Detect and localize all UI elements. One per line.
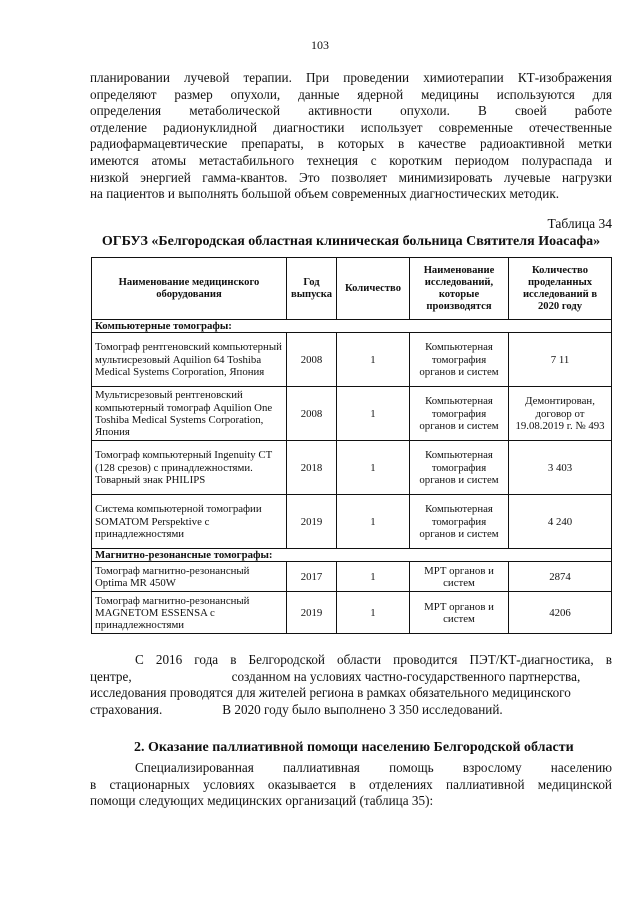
- section-row: [92, 549, 612, 562]
- cell-count: 1: [337, 495, 410, 549]
- cell-count: 1: [337, 333, 410, 387]
- table-header-row: [92, 258, 612, 320]
- cell-studies: Компьютерная томография органов и систем: [410, 495, 509, 549]
- cell-studies-done: 2874: [509, 562, 612, 592]
- cell-count: 1: [337, 562, 410, 592]
- palliative-paragraph: [90, 760, 612, 810]
- intro-paragraph: [90, 70, 612, 203]
- cell-equipment-name: Томограф магнитно-резонансный Optima MR 450W: [92, 562, 287, 592]
- paragraph-line: [90, 702, 612, 719]
- paragraph-text: созданном на условиях частно-государственного партнерства,: [231, 668, 581, 684]
- cell-equipment-name: Томограф рентгеновский компьютерный мультисрезовый Aquilion 64 Toshiba Medical Systems Corporation, Япония: [92, 333, 287, 387]
- cell-year: 2019: [287, 592, 337, 634]
- cell-count: 1: [337, 592, 410, 634]
- intro-line: планировании лучевой терапии. При проведении химиотерапии КТ-изображения: [90, 70, 612, 85]
- paragraph-text: С 2016 года в Белгородской области проводится ПЭТ/КТ-диагностика, в: [135, 652, 612, 667]
- cell-equipment-name: Томограф компьютерный Ingenuity CT (128 срезов) с принадлежностями. Товарный знак PHILIPS: [92, 441, 287, 495]
- intro-line: имеются атомы метастабильного технеция с коротким периодом полураспада и: [90, 152, 612, 168]
- intro-line: определения метаболической активности опухоли. В своей работе: [90, 103, 612, 119]
- cell-studies: МРТ органов и систем: [410, 592, 509, 634]
- page-number: 103: [311, 38, 329, 52]
- paragraph-line: [90, 669, 612, 686]
- cell-year: 2018: [287, 441, 337, 495]
- cell-studies: Компьютерная томография органов и систем: [410, 441, 509, 495]
- header-count: Количество: [337, 258, 410, 320]
- section-heading: 2. Оказание паллиативной помощи населению Белгородской области: [134, 740, 574, 755]
- paragraph-line: исследования проводятся для жителей региона в рамках обязательного медицинского: [90, 685, 571, 701]
- intro-line: радиофармацевтические препараты, в которых в качестве радиоактивной метки: [90, 136, 612, 152]
- cell-studies: Компьютерная томография органов и систем: [410, 387, 509, 441]
- header-year: Год выпуска: [287, 258, 337, 320]
- paragraph-text: В 2020 году было выполнено 3 350 исследований.: [222, 701, 503, 717]
- cell-year: 2019: [287, 495, 337, 549]
- section-title: Компьютерные томографы:: [92, 320, 612, 333]
- table-row: [92, 495, 612, 549]
- intro-line: низкой энергией гамма-квантов. Это позволяет минимизировать лучевые нагрузки: [90, 169, 612, 185]
- pet-ct-paragraph: [90, 652, 612, 718]
- cell-studies-done: 4 240: [509, 495, 612, 549]
- table-row: [92, 562, 612, 592]
- table-row: [92, 333, 612, 387]
- table-row: [92, 441, 612, 495]
- paragraph-line: в стационарных условиях оказывается в отделениях паллиативной медицинской: [90, 776, 612, 792]
- equipment-table: [91, 257, 612, 634]
- table-label: Таблица 34: [547, 216, 612, 231]
- intro-line: на пациентов и выполнять большой объем современных диагностических методик.: [90, 186, 560, 202]
- table-row: [92, 592, 612, 634]
- cell-equipment-name: Томограф магнитно-резонансный MAGNETOM ESSENSA с принадлежностями: [92, 592, 287, 634]
- cell-year: 2017: [287, 562, 337, 592]
- paragraph-text: Специализированная паллиативная помощь взрослому населению: [135, 760, 612, 775]
- cell-year: 2008: [287, 333, 337, 387]
- section-title: Магнитно-резонансные томографы:: [92, 549, 612, 562]
- header-studies-done: Количество проделанных исследований в 2020 году: [509, 258, 612, 320]
- paragraph-text: центре,: [90, 668, 132, 684]
- cell-studies-done: 4206: [509, 592, 612, 634]
- cell-count: 1: [337, 441, 410, 495]
- intro-line: определяют размер опухоли, данные ядерной медицины используются для: [90, 86, 612, 102]
- cell-studies-done: 7 11: [509, 333, 612, 387]
- header-studies: Наименование исследований, которые производятся: [410, 258, 509, 320]
- cell-studies: Компьютерная томография органов и систем: [410, 333, 509, 387]
- cell-studies-done: 3 403: [509, 441, 612, 495]
- cell-year: 2008: [287, 387, 337, 441]
- section-row: [92, 320, 612, 333]
- cell-count: 1: [337, 387, 410, 441]
- table-row: [92, 387, 612, 441]
- cell-studies: МРТ органов и систем: [410, 562, 509, 592]
- intro-line: отделение радионуклидной диагностики использует современные отечественные: [90, 119, 612, 135]
- paragraph-text: страхования.: [90, 701, 163, 717]
- cell-equipment-name: Мультисрезовый рентгеновский компьютерный томограф Aquilion One Toshiba Medical Systems Corporation, Япония: [92, 387, 287, 441]
- header-equipment-name: Наименование медицинского оборудования: [92, 258, 287, 320]
- paragraph-line: помощи следующих медицинских организаций (таблица 35):: [90, 793, 434, 809]
- paragraph-line: [90, 760, 612, 777]
- table-title: ОГБУЗ «Белгородская областная клиническая больница Святителя Иоасафа»: [101, 234, 601, 249]
- cell-equipment-name: Система компьютерной томографии SOMATOM Perspektive с принадлежностями: [92, 495, 287, 549]
- paragraph-line: [90, 652, 612, 669]
- cell-studies-done: Демонтирован, договор от 19.08.2019 г. № 493: [509, 387, 612, 441]
